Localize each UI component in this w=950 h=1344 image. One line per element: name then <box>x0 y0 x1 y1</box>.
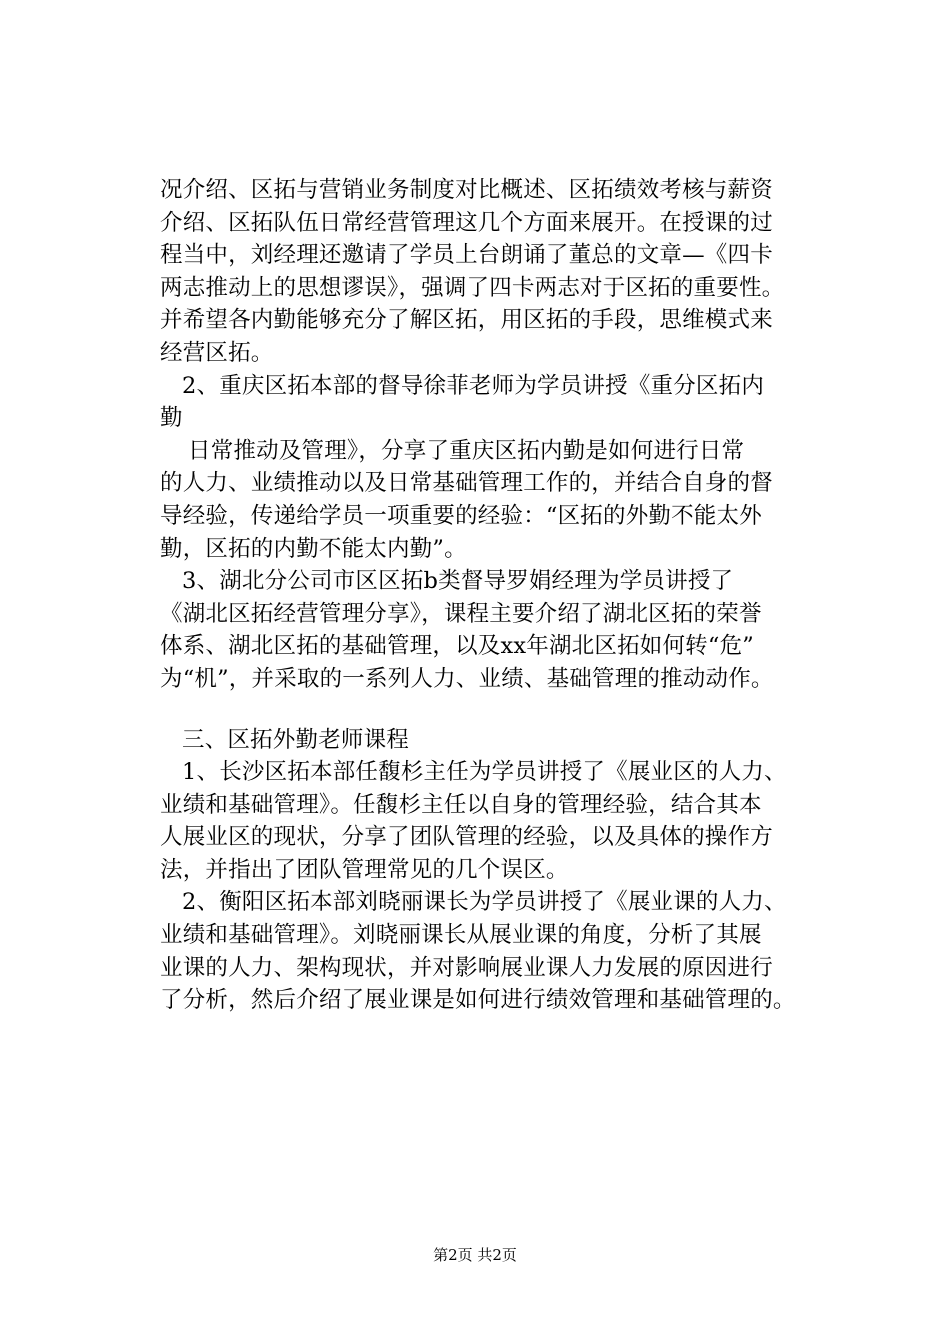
paragraph-line: 勤，区拓的内勤不能太内勤”。 <box>160 535 467 562</box>
paragraph-line: 体系、湖北区拓的基础管理，以及xx年湖北区拓如何转“危” <box>160 633 754 660</box>
paragraph-line: 业绩和基础管理》。刘晓丽课长从展业课的角度，分析了其展 <box>160 922 762 949</box>
paragraph-line: 勤 <box>160 405 183 432</box>
paragraph-line: 介绍、区拓队伍日常经营管理这几个方面来展开。在授课的过 <box>160 209 773 236</box>
paragraph-line: 两志推动上的思想谬误》，强调了四卡两志对于区拓的重要性。 <box>160 274 785 301</box>
paragraph-line: 3、湖北分公司市区区拓b类督导罗娟经理为学员讲授了 <box>182 568 734 595</box>
paragraph-line: 业课的人力、架构现状，并对影响展业课人力发展的原因进行 <box>160 954 773 981</box>
paragraph-line: 了分析，然后介绍了展业课是如何进行绩效管理和基础管理的。 <box>160 987 796 1014</box>
paragraph-line: 的人力、业绩推动以及日常基础管理工作的，并结合自身的督 <box>160 470 773 497</box>
paragraph-line: 并希望各内勤能够充分了解区拓，用区拓的手段，思维模式来 <box>160 307 773 334</box>
document-body <box>160 174 860 1017</box>
paragraph-line: 日常推动及管理》，分享了重庆区拓内勤是如何进行日常 <box>188 437 745 464</box>
paragraph-line: 况介绍、区拓与营销业务制度对比概述、区拓绩效考核与薪资 <box>160 177 773 203</box>
blank-line <box>160 696 860 724</box>
paragraph-line: 2、重庆区拓本部的督导徐菲老师为学员讲授《重分区拓内 <box>182 372 765 399</box>
paragraph-line: 经营区拓。 <box>160 339 274 366</box>
paragraph-line: 《湖北区拓经营管理分享》，课程主要介绍了湖北区拓的荣誉 <box>160 600 762 627</box>
paragraph-line: 业绩和基础管理》。任馥杉主任以自身的管理经验，结合其本 <box>160 791 762 818</box>
paragraph-line: 法，并指出了团队管理常见的几个误区。 <box>160 856 569 883</box>
page-number-footer: 第2页 共2页 <box>433 1246 517 1264</box>
section-heading: 三、区拓外勤老师课程 <box>182 726 410 753</box>
paragraph-line: 2、衡阳区拓本部刘晓丽课长为学员讲授了《展业课的人力、 <box>182 889 787 916</box>
paragraph-line: 程当中，刘经理还邀请了学员上台朗诵了董总的文章—《四卡 <box>160 242 773 269</box>
paragraph-line: 导经验，传递给学员一项重要的经验：“区拓的外勤不能太外 <box>160 502 762 529</box>
paragraph-line: 人展业区的现状，分享了团队管理的经验，以及具体的操作方 <box>160 824 773 851</box>
paragraph-line: 1、长沙区拓本部任馥杉主任为学员讲授了《展业区的人力、 <box>182 759 787 786</box>
paragraph-line: 为“机”，并采取的一系列人力、业绩、基础管理的推动动作。 <box>160 665 774 692</box>
